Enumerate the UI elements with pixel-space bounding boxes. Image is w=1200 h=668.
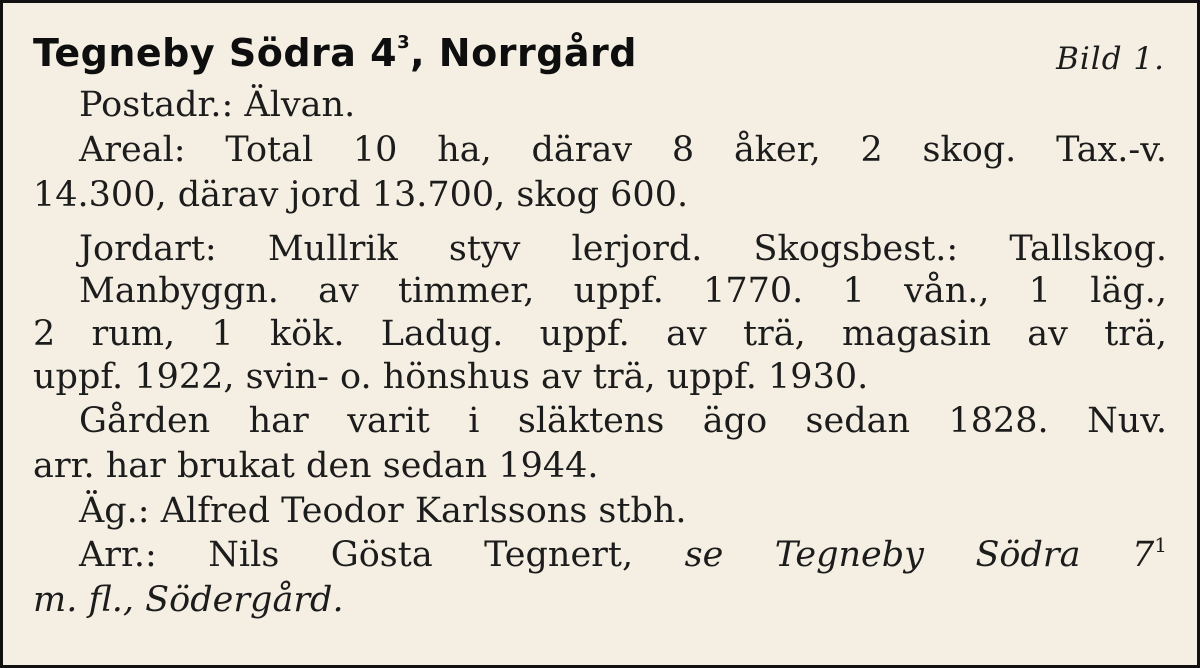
building-line-3: uppf. 1922, svin- o. hönshus av trä, uppf. 1930. — [33, 357, 869, 397]
history-line-1: Gården har varit i släktens ägo sedan 1828. Nuv. — [79, 401, 1167, 441]
title-main: Tegneby Södra 4 — [33, 31, 398, 75]
lessee-line-2: m. fl., Södergård. — [33, 580, 344, 620]
postal-address: Postadr.: Älvan. — [79, 85, 356, 125]
title-superscript: 3 — [397, 32, 411, 53]
title-rest: , Norrgård — [410, 31, 637, 75]
owner: Äg.: Alfred Teodor Karlssons stbh. — [79, 491, 687, 531]
lessee-line-1 — [79, 535, 1167, 575]
cross-reference-superscript: 1 — [1154, 533, 1167, 557]
history-line-2: arr. har brukat den sedan 1944. — [33, 446, 599, 486]
area-line-2: 14.300, därav jord 13.700, skog 600. — [33, 175, 689, 215]
soil-type: Jordart: Mullrik styv lerjord. Skogsbest.: Tallskog. — [79, 229, 1167, 269]
image-reference: Bild 1. — [1056, 41, 1165, 77]
building-line-2: 2 rum, 1 kök. Ladug. uppf. av trä, magasin av trä, — [33, 314, 1167, 354]
area-line-1: Areal: Total 10 ha, därav 8 åker, 2 skog. Tax.-v. — [79, 130, 1167, 170]
lessee-name: Arr.: Nils Gösta Tegnert, — [79, 535, 685, 575]
entry-title — [33, 33, 1167, 73]
cross-reference: se Tegneby Södra 7 — [684, 535, 1155, 575]
building-line-1: Manbyggn. av timmer, uppf. 1770. 1 vån., 1 läg., — [79, 271, 1167, 311]
